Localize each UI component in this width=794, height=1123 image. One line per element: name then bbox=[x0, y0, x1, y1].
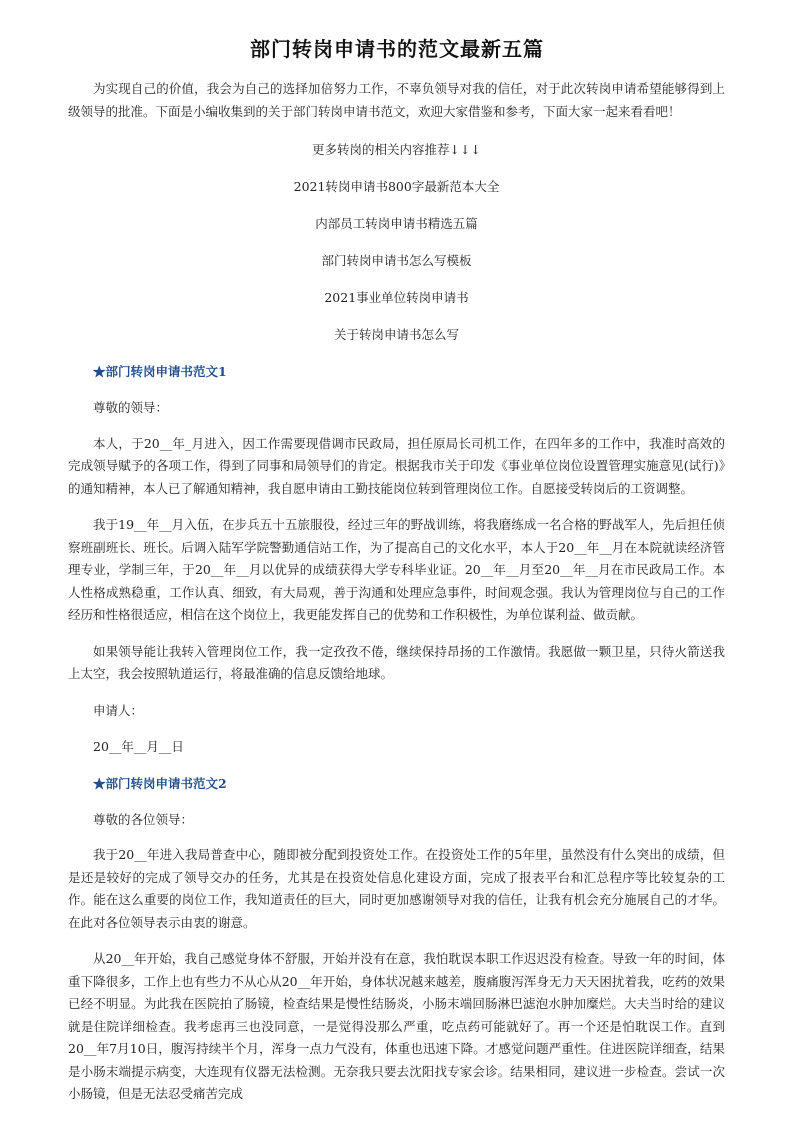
section-1-salutation: 尊敬的领导： bbox=[93, 400, 169, 415]
page-title: 部门转岗申请书的范文最新五篇 bbox=[250, 37, 544, 61]
section-1-title bbox=[93, 361, 725, 383]
related-link[interactable]: 2021转岗申请书800字最新范本大全 bbox=[293, 179, 500, 194]
star-icon: ★ bbox=[93, 775, 106, 791]
related-link[interactable]: 2021事业单位转岗申请书 bbox=[324, 290, 469, 305]
section-1-paragraph: 如果领导能让我转入管理岗位工作，我一定孜孜不倦，继续保持昂扬的工作激情。我愿做一颗卫星，只待火箭送我上太空，我会按照轨道运行，将最准确的信息反馈给地球。 bbox=[68, 643, 725, 681]
section-1-paragraph: 本人，于20__年_月进入，因工作需要现借调市民政局，担任原局长司机工作，在四年多的工作中，我准时高效的完成领导赋予的各项工作，得到了同事和局领导们的肯定。根据我市关于印发《事业单位岗位设置管理实施意见(试行)》的通知精神，本人已了解通知精神，我自愿申请由工勤技能岗位转到管理岗位工作。自愿接受转岗后的工资调整。 bbox=[68, 435, 725, 496]
related-link[interactable]: 关于转岗申请书怎么写 bbox=[333, 327, 459, 342]
related-links bbox=[68, 139, 725, 346]
section-1-title-text: 部门转岗申请书范文1 bbox=[105, 364, 227, 379]
section-1-paragraph: 我于19__年__月入伍，在步兵五十五旅服役，经过三年的野战训练，将我磨练成一名合格的野战军人，先后担任侦察班副班长、班长。后调入陆军学院警勤通信站工作，为了提高自己的文化水平，本人于20__年__月在本院就读经济管理专业，学制三年，于20__年__月以优异的成绩获得大学专科毕业证。20__年__月至20__年__月在市民政局工作。本人性格成熟稳重，工作认真、细致，有大局观，善于沟通和处理应急事件，时间观念强。我认为管理岗位与自己的工作经历和性格很适应，相信在这个岗位上，我更能发挥自己的优势和工作积极性，为单位谋利益、做贡献。 bbox=[68, 517, 725, 622]
related-links-heading: 更多转岗的相关内容推荐↓↓↓ bbox=[312, 142, 481, 157]
section-1-applicant: 申请人： bbox=[93, 702, 144, 718]
section-2-title bbox=[93, 773, 725, 795]
star-icon: ★ bbox=[93, 364, 106, 379]
section-2-title-text: 部门转岗申请书范文2 bbox=[105, 775, 227, 791]
section-1-date: 20__年__月__日 bbox=[93, 739, 184, 754]
section-2-paragraph: 我于20__年进入我局普查中心，随即被分配到投资处工作。在投资处工作的5年里，虽然没有什么突出的成绩，但是还是较好的完成了领导交办的任务，尤其是在投资处信息化建设方面，完成了报表平台和汇总程序等比较复杂的工作。能在这么重要的岗位工作，我知道责任的巨大，同时更加感谢领导对我的信任，让我有机会充分施展自己的才华。在此对各位领导表示由衷的谢意。 bbox=[68, 847, 725, 930]
related-link[interactable]: 内部员工转岗申请书精选五篇 bbox=[315, 216, 478, 231]
related-link[interactable]: 部门转岗申请书怎么写模板 bbox=[321, 253, 472, 268]
intro-paragraph: 为实现自己的价值，我会为自己的选择加倍努力工作，不辜负领导对我的信任，对于此次转岗申请希望能够得到上级领导的批准。下面是小编收集到的关于部门转岗申请书范文，欢迎大家借鉴和参考，下面大家一起来看看吧！ bbox=[68, 81, 725, 119]
document-body bbox=[68, 78, 725, 1120]
section-2-paragraph: 从20__年开始，我自己感觉身体不舒服，开始并没有在意，我怕耽误本职工作迟迟没有检查。导致一年的时间，体重下降很多，工作上也有些力不从心从20__年开始，身体状况越来越差，腹痛腹泻浑身无力天天困扰着我，吃药的效果已经不明显。为此我在医院拍了肠镜，检查结果是慢性结肠炎，小肠末端回肠淋巴滤泡水肿加糜烂。大夫当时给的建议就是住院详细检查。我考虑再三也没同意，一是觉得没那么严重，吃点药可能就好了。再一个还是怕耽误工作。直到20__年7月10日，腹泻持续半个月，浑身一点力气没有，体重也迅速下降。才感觉问题严重性。住进医院详细查，结果是小肠末端提示病变，大连现有仪器无法检测。无奈我只要去沈阳找专家会诊。结果相同，建议进一步检查。尝试一次小肠镜，但是无法忍受痛苦完成 bbox=[68, 951, 725, 1101]
section-2-salutation: 尊敬的各位领导： bbox=[93, 811, 194, 827]
